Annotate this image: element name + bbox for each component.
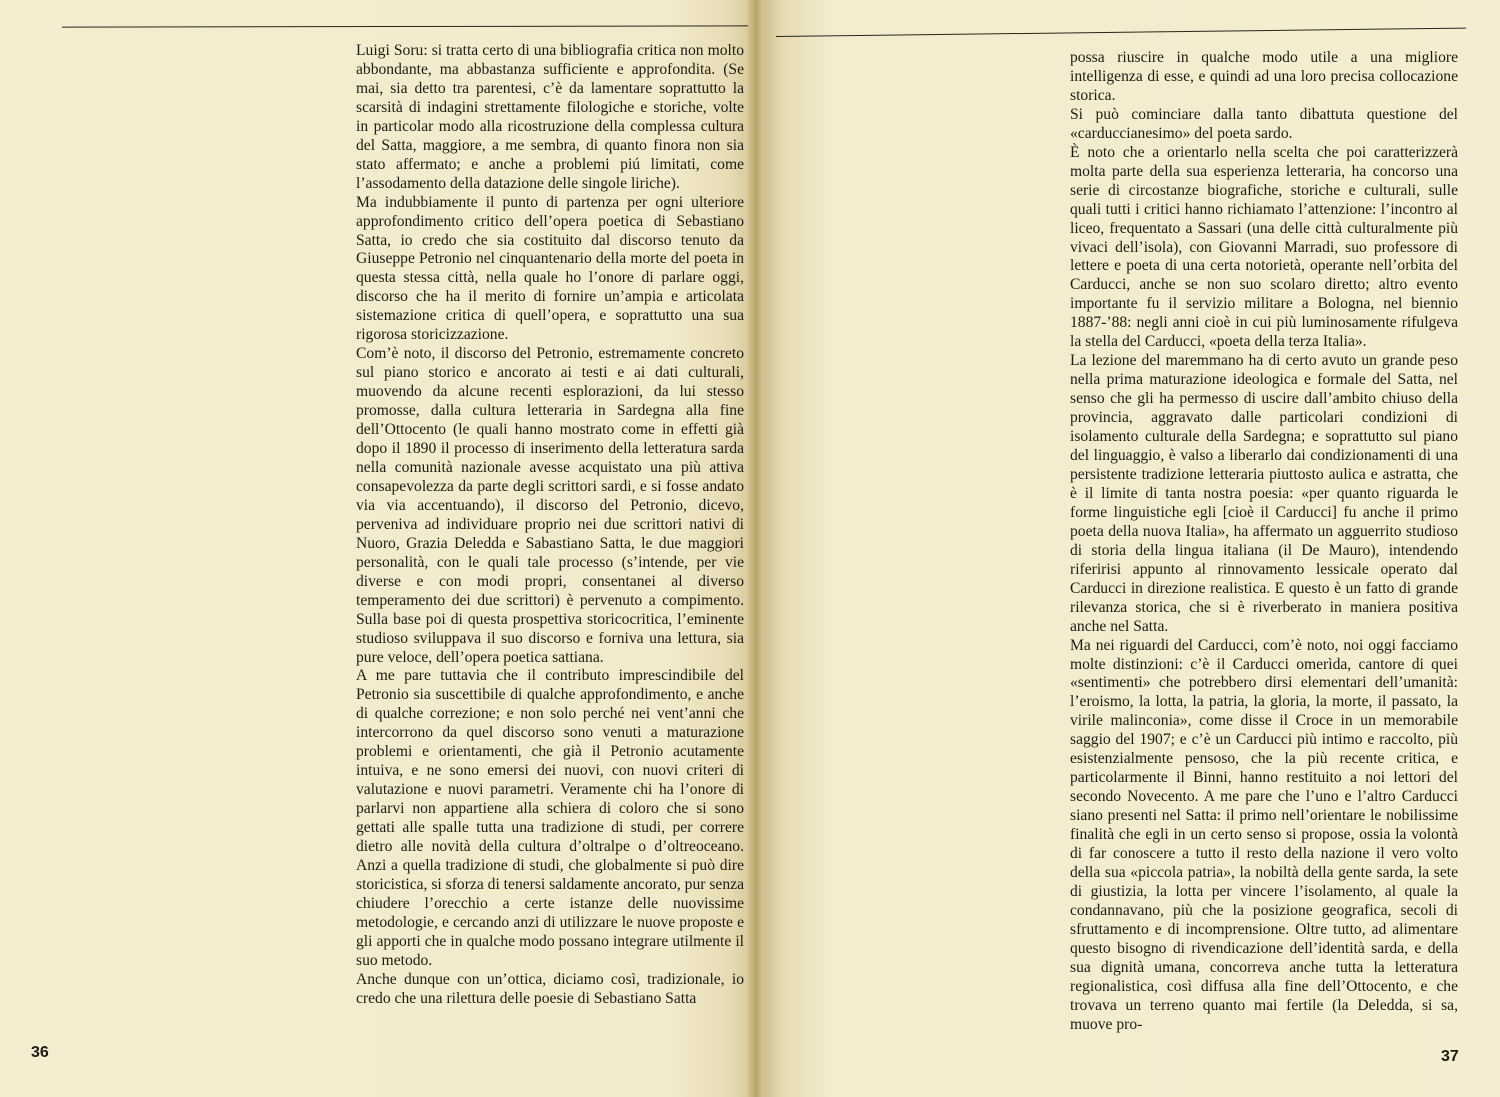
book-gutter	[748, 0, 764, 1097]
right-text-column	[1070, 49, 1458, 1035]
paragraph: Luigi Soru: si tratta certo di una bibliografia critica non molto abbondante, ma abbastanza sufficiente e approfondita. (Se mai, sia detto tra parentesi, c’è da lamentare soprattutto la scarsità di indagini strettamente filologiche e storiche, volte in particolar modo alla ricostruzione della complessa cultura del Satta, maggiore, a me sembra, di quanto finora non sia stato affermato; e anche a problemi piú limitati, come l’assodamento della datazione delle singole liriche).	[356, 42, 744, 192]
paragraph: Com’è noto, il discorso del Petronio, estremamente concreto sul piano storico e ancorato ai testi e ai dati culturali, muovendo da alcune recenti esplorazioni, da lui stesso promosse, dalla cultura letteraria in Sardegna alla fine dell’Ottocento (le quali hanno mostrato come in effetti già dopo il 1890 il processo di inserimento della letteratura sarda nella comunità nazionale avesse acquistato una più attiva consapevolezza da parte degli scrittori sardi, e si fosse andato via via accentuando), il discorso del Petronio, dicevo, perveniva ad individuare proprio nei due scrittori nativi di Nuoro, Grazia Deledda e Sabastiano Satta, le due maggiori personalità, con le quali tale processo (s’intende, per vie diverse e con modi propri, consentanei al diverso temperamento dei due scrittori) è pervenuto a compimento. Sulla base poi di questa prospettiva storicocritica, l’eminente studioso sviluppava il suo discorso e forniva una lettura, sia pure veloce, dell’opera poetica sattiana.	[356, 345, 744, 666]
page-number-left: 36	[31, 1044, 49, 1061]
left-text-column	[356, 42, 744, 1009]
paragraph: Anche dunque con un’ottica, diciamo così, tradizionale, io credo che una rilettura delle poesie di Sebastiano Satta	[356, 970, 744, 1007]
paragraph: possa riuscire in qualche modo utile a una migliore intelligenza di esse, e quindi ad una loro precisa collocazione storica.	[1070, 49, 1458, 104]
paragraph: A me pare tuttavia che il contributo imprescindibile del Petronio sia suscettibile di qualche approfondimento, e anche di qualche correzione; e non solo perché nei vent’anni che intercorrono da quel discorso sono venuti a maturazione problemi e orientamenti, che già il Petronio acutamente intuiva, e ne sono emersi dei nuovi, con nuovi criteri di valutazione e nuovi parametri. Veramente chi ha l’onore di parlarvi non appartiene alla schiera di coloro che si sono gettati alle spalle tutta una tradizione di studi, per correre dietro alle novità della cultura d’oltralpe o d’oltreoceano. Anzi a quella tradizione di studi, che globalmente si può dire storicistica, si sforza di tenersi saldamente ancorato, pur senza chiudere l’orecchio a certe istanze delle nuovissime metodologie, e cercando anzi di utilizzare le nuove proposte e gli apporti che in qualche modo possano integrare utilmente il suo metodo.	[356, 667, 744, 969]
paragraph: Ma nei riguardi del Carducci, com’è noto, noi oggi facciamo molte distinzioni: c’è il Carducci omerìda, cantore di quei «sentimenti» che potrebbero dirsi elementari dell’umanità: l’eroismo, la lotta, la patria, la gloria, la morte, il passato, la virile malinconia», come disse il Croce in un memorabile saggio del 1907; e c’è un Carducci più intimo e raccolto, più esistenzialmente pensoso, che la più recente critica, e particolarmente il Binni, hanno restituito a noi lettori del secondo Novecento. A me pare che l’uno e l’altro Carducci siano presenti nel Satta: il primo nell’orientare le nobilissime finalità che egli in un certo senso si propose, ossia la volontà di far conoscere a tutto il resto della nazione il vero volto della sua «piccola patria», la nobiltà della gente sarda, la sete di giustizia, la lotta per vincere l’isolamento, al quale la condannavano, più che la posizione geografica, secoli di sfruttamento e di incomprensione. Oltre tutto, ad alimentare questo bisogno di rivendicazione dell’identità sarda, e della sua dignità umana, concorreva anche tutta la letteratura regionalistica, così diffusa alla fine dell’Ottocento, e che trovava un terreno quanto mai fertile (la Deledda, si sa, muove pro-	[1070, 636, 1458, 1033]
paragraph: È noto che a orientarlo nella scelta che poi caratterizzerà molta parte della sua esperienza letteraria, ha concorso una serie di circostanze biografiche, storiche e culturali, sulle quali tutti i critici hanno richiamato l’attenzione: l’incontro al liceo, frequentato a Sassari (una delle città culturalmente più vivaci dell’isola), con Giovanni Marradi, suo professore di lettere e poeta di una certa notorietà, operante nell’orbita del Carducci, anche se non suo scolaro diretto; altro evento importante fu il servizio militare a Bologna, nel biennio 1887-’88: negli anni cioè in cui più luminosamente rifulgeva la stella del Carducci, «poeta della terza Italia».	[1070, 143, 1458, 351]
page-number-right: 37	[1441, 1048, 1459, 1065]
paragraph: Si può cominciare dalla tanto dibattuta questione del «carduccianesimo» del poeta sardo.	[1070, 105, 1458, 142]
paragraph: La lezione del maremmano ha di certo avuto un grande peso nella prima maturazione ideologica e formale del Satta, nel senso che gli ha permesso di uscire dall’ambito chiuso della provincia, aggravato dalle particolari condizioni di isolamento culturale della Sardegna; e soprattutto sul piano del linguaggio, è valso a liberarlo dai condizionamenti di una persistente tradizione letteraria piuttosto aulica e astratta, che è il limite di tanta nostra poesia: «per quanto riguarda le forme linguistiche egli [cioè il Carducci] fu anche il primo poeta della nuova Italia», ha affermato un agguerrito studioso di storia della lingua italiana (il De Mauro), intendendo riferirisi appunto al rinnovamento lessicale operato dal Carducci in direzione realistica. E questo è un fatto di grande rilevanza storica, che si è riverberato in maniera positiva anche nel Satta.	[1070, 352, 1458, 635]
paragraph: Ma indubbiamente il punto di partenza per ogni ulteriore approfondimento critico dell’opera poetica di Sebastiano Satta, io credo che sia costituito dal discorso tenuto da Giuseppe Petronio nel cinquantenario della morte del poeta in questa stessa città, nella quale ho l’onore di parlare oggi, discorso che ha il merito di fornire un’ampia e articolata sistemazione critica di quell’opera, e soprattutto una sua rigorosa storicizzazione.	[356, 193, 744, 344]
